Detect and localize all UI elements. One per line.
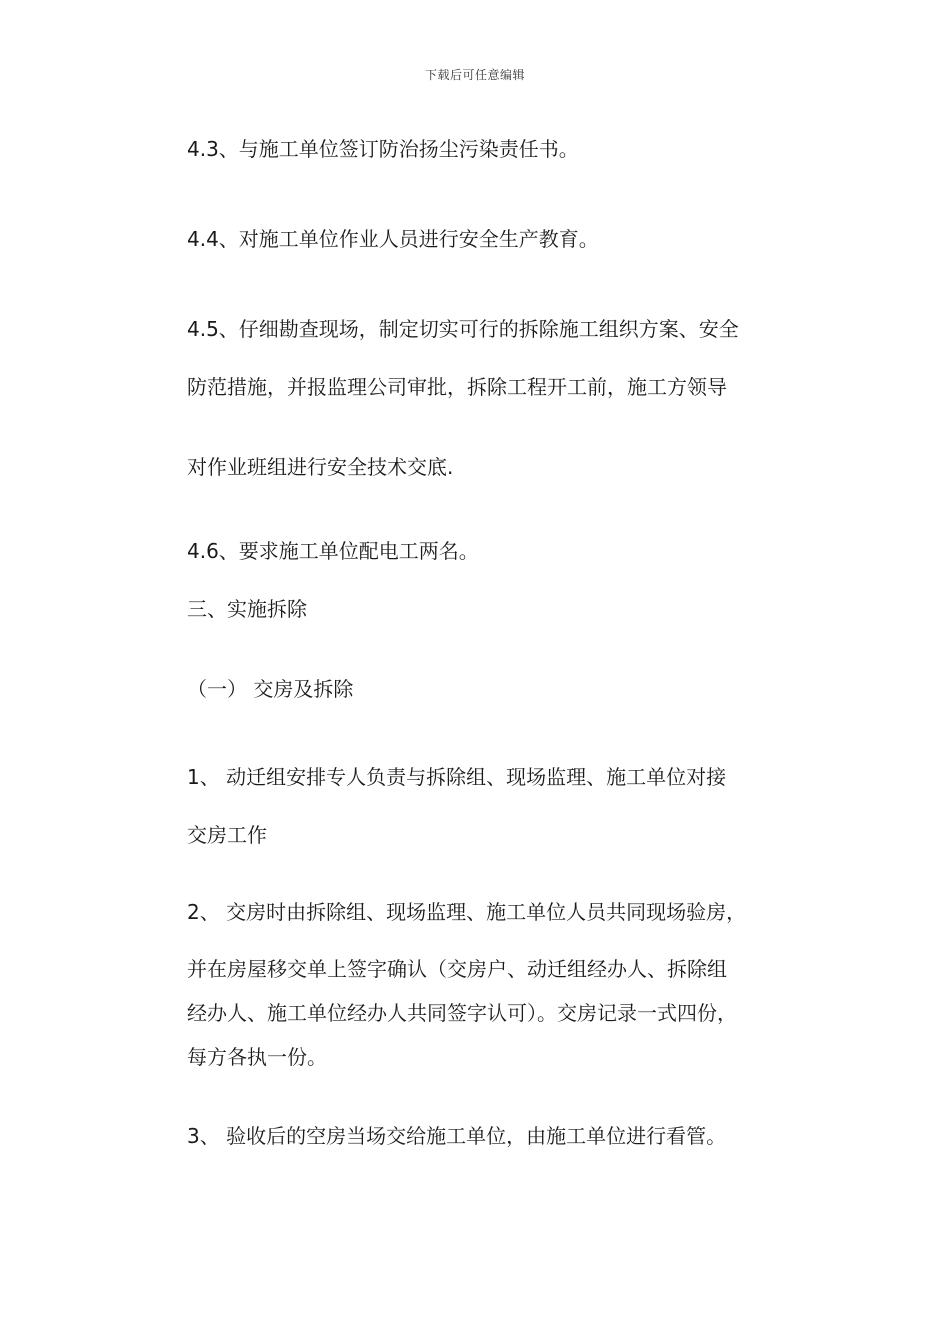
item-1-line-2: 交房工作 <box>187 823 267 847</box>
clause-4-4: 4.4、对施工单位作业人员进行安全生产教育。 <box>187 227 599 251</box>
page-header: 下载后可任意编辑 <box>424 68 525 82</box>
section-heading-3: 三、实施拆除 <box>187 597 307 621</box>
item-2-line-4: 每方各执一份。 <box>187 1045 327 1069</box>
item-2-line-3: 经办人、施工单位经办人共同签字认可）。交房记录一式四份， <box>187 1001 737 1025</box>
clause-4-3: 4.3、与施工单位签订防治扬尘污染责任书。 <box>187 137 579 161</box>
clause-4-5-line-3: 对作业班组进行安全技术交底. <box>187 455 454 479</box>
clause-4-5-line-2: 防范措施，并报监理公司审批，拆除工程开工前，施工方领导 <box>187 375 727 399</box>
item-2-line-2: 并在房屋移交单上签字确认（交房户、动迁组经办人、拆除组 <box>187 957 727 981</box>
clause-4-5-line-1: 4.5、仔细勘查现场，制定切实可行的拆除施工组织方案、安全 <box>187 317 739 341</box>
item-3: 3、 验收后的空房当场交给施工单位，由施工单位进行看管。 <box>187 1124 727 1148</box>
clause-4-6: 4.6、要求施工单位配电工两名。 <box>187 539 479 563</box>
item-2-line-1: 2、 交房时由拆除组、现场监理、施工单位人员共同现场验房， <box>187 900 747 924</box>
item-1-line-1: 1、 动迁组安排专人负责与拆除组、现场监理、施工单位对接 <box>187 765 727 789</box>
subsection-heading-1: （一） 交房及拆除 <box>187 677 354 701</box>
